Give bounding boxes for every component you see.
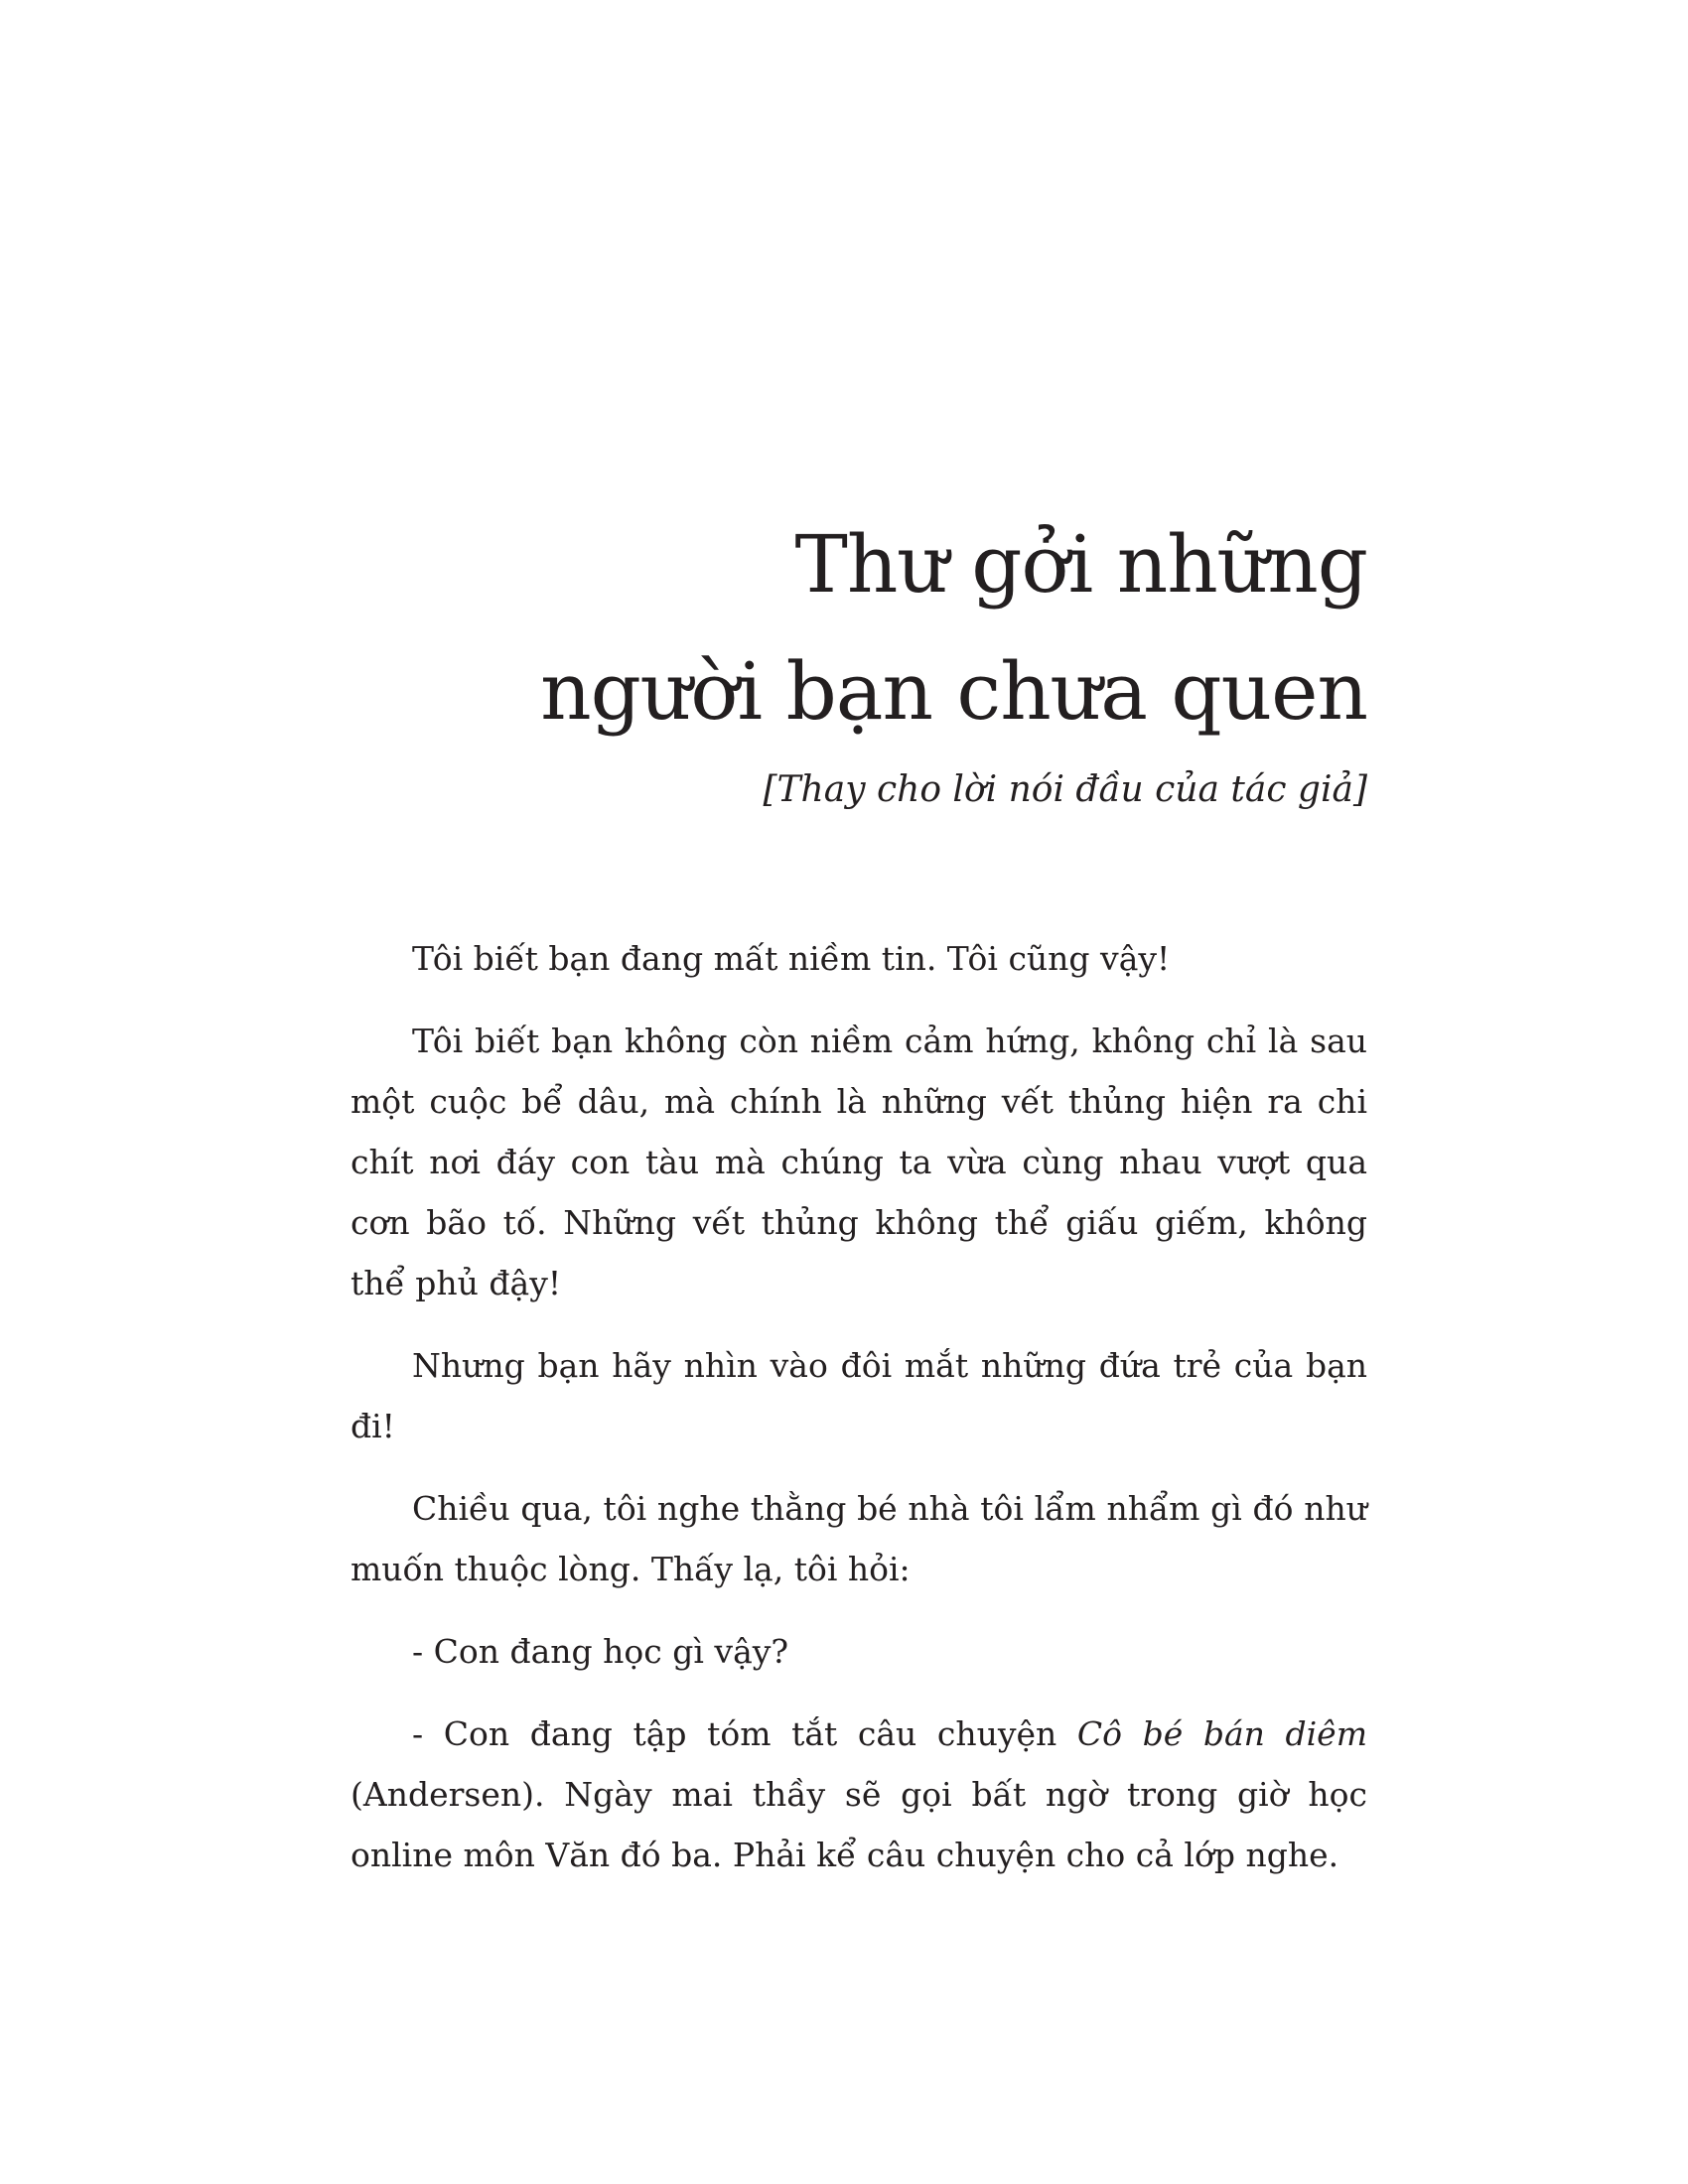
chapter-subtitle: [Thay cho lời nói đầu của tác giả]	[763, 769, 1367, 810]
paragraph-text: (Andersen). Ngày mai thầy sẽ gọi bất ngờ trong giờ học online môn Văn đó ba. Phải kể câu chuyện cho cả lớp nghe.	[351, 1775, 1367, 1874]
paragraph	[351, 1704, 1367, 1885]
paragraph: - Con đang học gì vậy?	[412, 1632, 789, 1671]
paragraph: Tôi biết bạn đang mất niềm tin. Tôi cũng vậy!	[412, 939, 1171, 978]
chapter-title-line-1: Thư gởi những	[794, 518, 1367, 611]
paragraph-text: - Con đang tập tóm tắt câu chuyện	[412, 1714, 1077, 1753]
story-title-italic: Cô bé bán diêm	[1076, 1714, 1367, 1753]
paragraph: Tôi biết bạn không còn niềm cảm hứng, không chỉ là sau một cuộc bể dâu, mà chính là những vết thủng hiện ra chi chít nơi đáy con tàu mà chúng ta vừa cùng nhau vượt qua cơn bão tố. Những vết thủng không thể giấu giếm, không thể phủ đậy!	[351, 1022, 1367, 1302]
paragraph: Chiều qua, tôi nghe thằng bé nhà tôi lẩm nhẩm gì đó như muốn thuộc lòng. Thấy lạ, tôi hỏi:	[351, 1489, 1367, 1588]
chapter-heading	[496, 501, 1367, 815]
body-text	[351, 928, 1367, 1907]
chapter-title-line-2: người bạn chưa quen	[540, 645, 1367, 738]
paragraph: Nhưng bạn hãy nhìn vào đôi mắt những đứa trẻ của bạn đi!	[351, 1346, 1367, 1445]
